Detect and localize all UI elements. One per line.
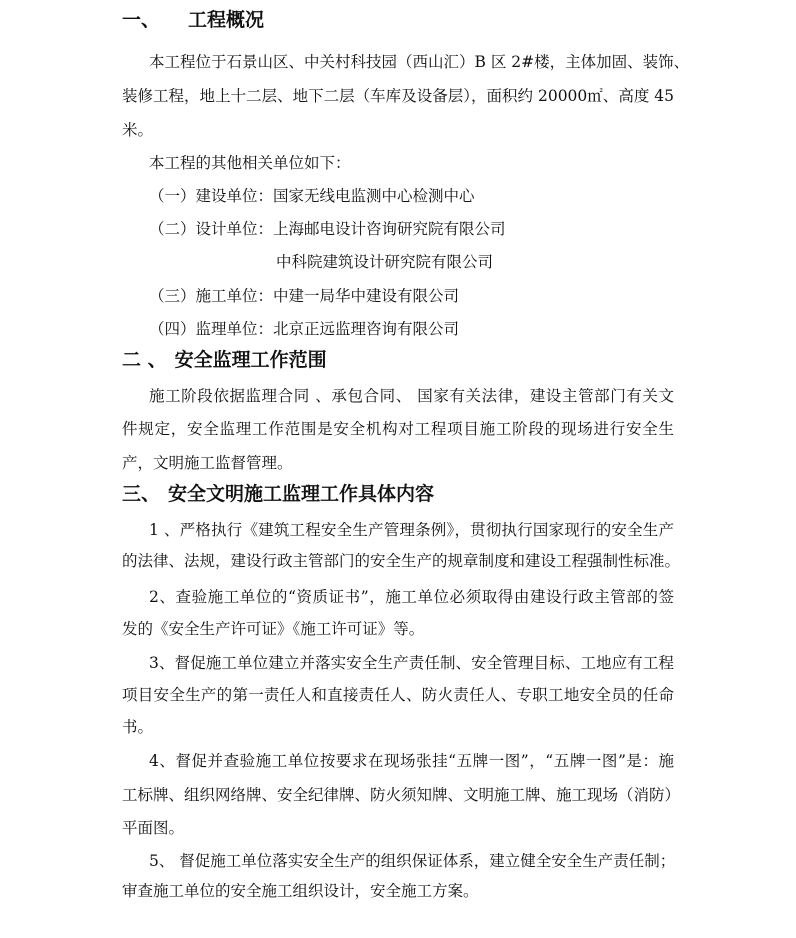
- unit-line: [149, 284, 459, 308]
- unit-value: 国家无线电监测中心检测中心: [273, 187, 475, 205]
- list-item-line: 项目安全生产的第一责任人和直接责任人、防火责任人、专职工地安全员的任命: [122, 686, 674, 704]
- unit-label: （三）施工单位：: [149, 287, 274, 305]
- list-item-line: 4、督促并查验施工单位按要求在现场张挂“五牌一图”，“五牌一图”是：施: [149, 752, 674, 770]
- unit-value: 上海邮电设计咨询研究院有限公司: [273, 220, 506, 238]
- list-item-line: 发的《安全生产许可证》《施工许可证》等。: [122, 620, 425, 638]
- paragraph-line: 产，文明施工监督管理。: [122, 454, 293, 472]
- unit-line: [276, 250, 493, 274]
- paragraph-line: 本工程位于石景山区、中关村科技园（西山汇）B 区 2#楼，主体加固、装饰、: [149, 53, 690, 71]
- section-title: 安全文明施工监理工作具体内容: [168, 483, 435, 505]
- list-item-line: 工标牌、组织网络牌、安全纪律牌、防火须知牌、文明施工牌、施工现场（消防）: [122, 786, 681, 804]
- unit-label: （四）监理单位：: [149, 320, 274, 338]
- section-number: 二 、: [122, 349, 167, 371]
- paragraph-line: 件规定，安全监理工作范围是安全机构对工程项目施工阶段的现场进行安全生: [122, 420, 674, 438]
- section-title: 工程概况: [188, 9, 265, 31]
- list-item-line: 审查施工单位的安全施工组织设计，安全施工方案。: [122, 882, 479, 900]
- list-item-line: 5、 督促施工单位落实安全生产的组织保证体系，建立健全安全生产责任制；: [149, 852, 676, 870]
- unit-value: 中科院建筑设计研究院有限公司: [276, 253, 494, 271]
- unit-line: [149, 184, 475, 208]
- unit-label: （一）建设单位：: [149, 187, 274, 205]
- list-item-line: 的法律、法规，建设行政主管部门的安全生产的规章制度和建设工程强制性标准。: [122, 552, 681, 570]
- list-item-line: 平面图。: [122, 819, 185, 837]
- section-number: 三、: [122, 483, 161, 505]
- list-item-line: 1 、严格执行《建筑工程安全生产管理条例》，贯彻执行国家现行的安全生产: [149, 521, 674, 539]
- list-item-line: 书。: [122, 718, 154, 736]
- list-item-line: 2、查验施工单位的“资质证书”，施工单位必须取得由建设行政主管部的签: [149, 588, 674, 606]
- unit-value: 中建一局华中建设有限公司: [273, 287, 460, 305]
- section-number: 一、: [122, 9, 161, 31]
- paragraph-line: 施工阶段依据监理合同 、承包合同、 国家有关法律，建设主管部门有关文: [149, 387, 674, 405]
- paragraph-line: 本工程的其他相关单位如下：: [149, 154, 351, 172]
- section-heading-2: [122, 347, 327, 373]
- section-heading-3: [122, 481, 434, 507]
- unit-label: （二）设计单位：: [149, 220, 274, 238]
- unit-line: [149, 317, 459, 341]
- unit-value: 北京正远监理咨询有限公司: [273, 320, 460, 338]
- paragraph-line: 装修工程，地上十二层、地下二层（车库及设备层），面积约 20000㎡、高度 45: [122, 87, 674, 105]
- unit-line: [149, 217, 506, 241]
- paragraph-line: 米。: [122, 121, 154, 139]
- section-heading-1: [122, 7, 264, 33]
- list-item-line: 3、督促施工单位建立并落实安全生产责任制、安全管理目标、工地应有工程: [149, 654, 674, 672]
- section-title: 安全监理工作范围: [174, 349, 327, 371]
